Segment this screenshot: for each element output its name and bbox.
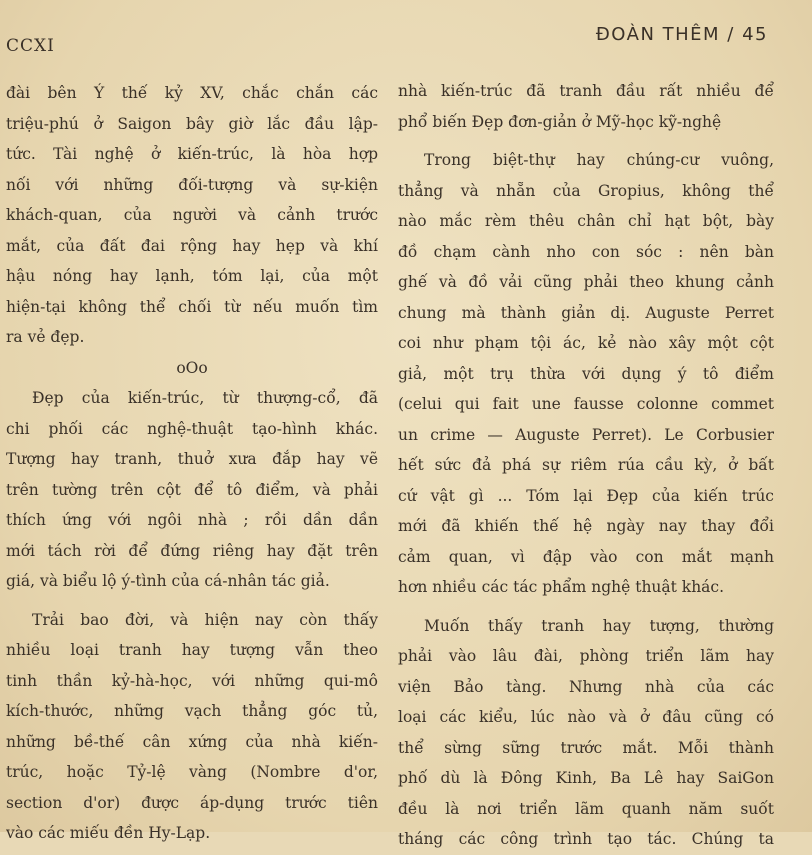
text-line: khách-quan, của người và cảnh trước [6, 206, 378, 224]
text-line: đài bên Ý thế kỷ XV, chắc chắn các [6, 84, 378, 102]
text-line: loại các kiểu, lúc nào và ở đâu cũng có [398, 708, 774, 726]
text-line: Tượng hay tranh, thuở xưa đắp hay vẽ [6, 450, 378, 468]
text-line: (celui qui fait une fausse colonne commet [398, 395, 774, 413]
text-line: triệu-phú ở Saigon bây giờ lắc đầu lập- [6, 114, 378, 133]
text-line: phải vào lâu đài, phòng triển lãm hay [398, 647, 774, 665]
chapter-number: CCXI [6, 36, 55, 56]
text-line: tức. Tài nghệ ở kiến-trúc, là hòa hợp [6, 145, 378, 163]
text-line: nối với những đối-tượng và sự-kiện [6, 175, 378, 194]
text-line: hiện-tại không thể chối từ nếu muốn tìm [6, 297, 378, 316]
text-line: hơn nhiều các tác phẩm nghệ thuật khác. [398, 578, 725, 596]
text-line: thể sừng sững trước mắt. Mỗi thành [398, 738, 774, 757]
text-line: chung mà thành giản dị. Auguste Perret [398, 303, 774, 322]
text-line: trúc, hoặc Tỷ-lệ vàng (Nombre d'or, [6, 763, 378, 781]
text-line: mới đã khiến thế hệ ngày nay thay đổi [398, 517, 774, 535]
text-line: Muốn thấy tranh hay tượng, thường [424, 616, 774, 635]
paragraph-1 [6, 78, 378, 353]
text-line: viện Bảo tàng. Nhưng nhà của các [398, 677, 774, 696]
text-line: cảm quan, vì đập vào con mắt mạnh [398, 547, 774, 566]
text-line: nào mắc rèm thêu chân chỉ hạt bột, bày [398, 212, 774, 230]
text-line: ra vẻ đẹp. [6, 328, 85, 346]
text-line: chi phối các nghệ-thuật tạo-hình khác. [6, 419, 378, 438]
text-line: hết sức đả phá sự riêm rúa cầu kỳ, ở bất [398, 456, 774, 474]
text-line: cứ vật gì ... Tóm lại Đẹp của kiến trúc [398, 486, 774, 505]
text-line: mắt, của đất đai rộng hay hẹp và khí [6, 236, 378, 255]
text-line: mới tách rời để đứng riêng hay đặt trên [6, 541, 378, 560]
text-line: phố dù là Đông Kinh, Ba Lê hay SaiGon [398, 769, 774, 787]
paragraph-3 [398, 611, 774, 855]
section-separator: oOo [176, 358, 208, 377]
text-line: Trải bao đời, và hiện nay còn thấy [32, 610, 378, 629]
text-line: giá, và biểu lộ ý-tình của cá-nhân tác giả. [6, 572, 330, 590]
text-line: coi như phạm tội ác, kẻ nào xây một cột [398, 334, 774, 352]
text-line: nhiều loại tranh hay tượng vẫn theo [6, 641, 378, 659]
text-line: trên tường trên cột để tô điểm, và phải [6, 480, 378, 499]
left-column [6, 78, 378, 849]
text-line: section d'or) được áp-dụng trước tiên [6, 793, 378, 812]
text-line: phổ biến Đẹp đơn-giản ở Mỹ-học kỹ-nghệ [398, 112, 722, 131]
text-line: đều là nơi triển lãm quanh năm suốt [398, 799, 774, 818]
text-line: vào các miếu đền Hy-Lạp. [6, 824, 211, 842]
paragraph-2 [6, 383, 378, 597]
text-line: đồ chạm cành nho con sóc : nên bàn [398, 242, 774, 261]
text-line: hậu nóng hay lạnh, tóm lại, của một [6, 267, 378, 285]
text-line: tinh thần kỷ-hà-học, với những qui-mô [6, 671, 378, 690]
text-line: ghế và đồ vải cũng phải theo khung cảnh [398, 273, 774, 291]
text-line: những bề-thế cân xứng của nhà kiến- [6, 732, 378, 751]
text-line: giả, một trụ thừa với dụng ý tô điểm [398, 364, 774, 383]
right-column [398, 76, 774, 855]
paragraph-continued [398, 76, 774, 137]
text-line: Trong biệt-thự hay chúng-cư vuông, [424, 151, 774, 169]
text-line: nhà kiến-trúc đã tranh đầu rất nhiều để [398, 82, 774, 100]
running-header: ĐOÀN THÊM / 45 [595, 24, 768, 45]
paragraph-3 [6, 605, 378, 849]
text-line: Đẹp của kiến-trúc, từ thượng-cổ, đã [32, 389, 378, 407]
paragraph-2 [398, 145, 774, 603]
text-line: tháng các công trình tạo tác. Chúng ta [398, 830, 774, 848]
text-line: thích ứng với ngôi nhà ; rồi dần dần [6, 511, 378, 529]
text-line: kích-thước, những vạch thẳng góc tủ, [6, 702, 378, 720]
text-line: un crime — Auguste Perret). Le Corbusier [398, 425, 774, 444]
text-line: thẳng và nhẵn của Gropius, không thể [398, 181, 774, 200]
